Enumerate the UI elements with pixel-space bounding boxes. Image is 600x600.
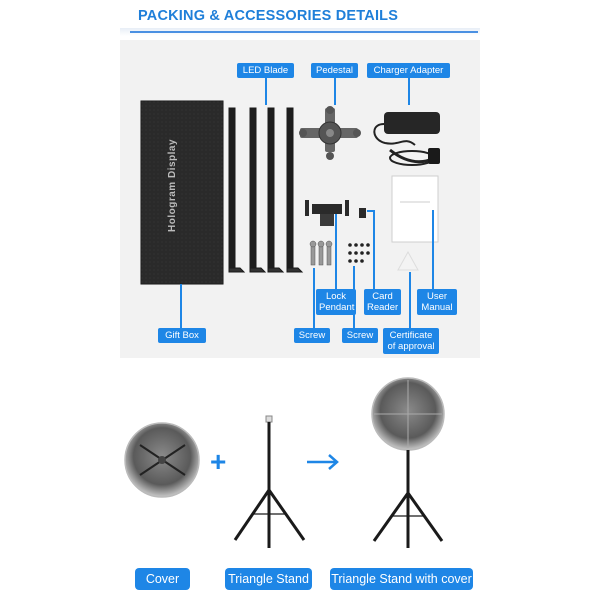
lock-pendant-label-line2: Pendant — [319, 302, 355, 313]
charger-adapter-label: Charger Adapter — [367, 63, 450, 78]
screw-label-2: Screw — [342, 328, 378, 343]
triangle-stand-image — [235, 416, 304, 548]
charger-adapter-image — [374, 112, 440, 165]
screw-1-leader — [313, 268, 315, 328]
pedestal-label: Pedestal — [311, 63, 358, 78]
certificate-image — [398, 252, 418, 270]
gift-box-leader — [180, 284, 182, 328]
screw-label-1: Screw — [294, 328, 330, 343]
card-reader-label-line2: Reader — [367, 302, 399, 313]
pedestal-leader — [334, 75, 336, 105]
certificate-label — [383, 328, 439, 354]
user-manual-label — [417, 289, 457, 315]
pedestal-image — [299, 106, 361, 160]
lock-pendant-image — [305, 200, 349, 226]
user-manual-label-line1: User — [426, 291, 448, 302]
card-reader-label — [364, 289, 401, 315]
led-blades-image — [229, 108, 302, 272]
header-title: PACKING & ACCESSORIES DETAILS — [138, 8, 399, 24]
screws-image — [310, 241, 332, 265]
gift-box-print: Hologram Display — [167, 138, 178, 232]
led-blade-label: LED Blade — [237, 63, 294, 78]
card-reader-image — [359, 208, 366, 218]
user-manual-label-line2: Manual — [421, 302, 453, 313]
user-manual-leader — [432, 210, 434, 290]
certificate-label-line2: of approval — [387, 341, 435, 352]
stand-with-cover-image — [372, 378, 444, 548]
certificate-leader — [409, 272, 411, 328]
small-screws-image — [348, 243, 370, 263]
gift-box-label: Gift Box — [158, 328, 206, 343]
triangle-stand-label: Triangle Stand — [225, 568, 312, 590]
triangle-stand-with-cover-label: Triangle Stand with cover — [330, 568, 473, 590]
lock-pendant-label — [316, 289, 356, 315]
card-reader-label-line1: Card — [372, 291, 393, 302]
lock-pendant-leader — [335, 214, 337, 290]
certificate-label-line1: Certificate — [389, 330, 433, 341]
charger-leader — [408, 75, 410, 105]
cover-image — [125, 423, 199, 497]
card-reader-leader-h — [367, 210, 375, 212]
gift-box-image — [141, 101, 223, 284]
arrow-icon — [307, 455, 337, 469]
card-reader-leader-v — [373, 210, 375, 290]
led-blade-leader — [265, 75, 267, 105]
lock-pendant-label-line1: Lock — [325, 291, 347, 302]
cover-label: Cover — [135, 568, 190, 590]
plus-icon: + — [210, 446, 227, 477]
